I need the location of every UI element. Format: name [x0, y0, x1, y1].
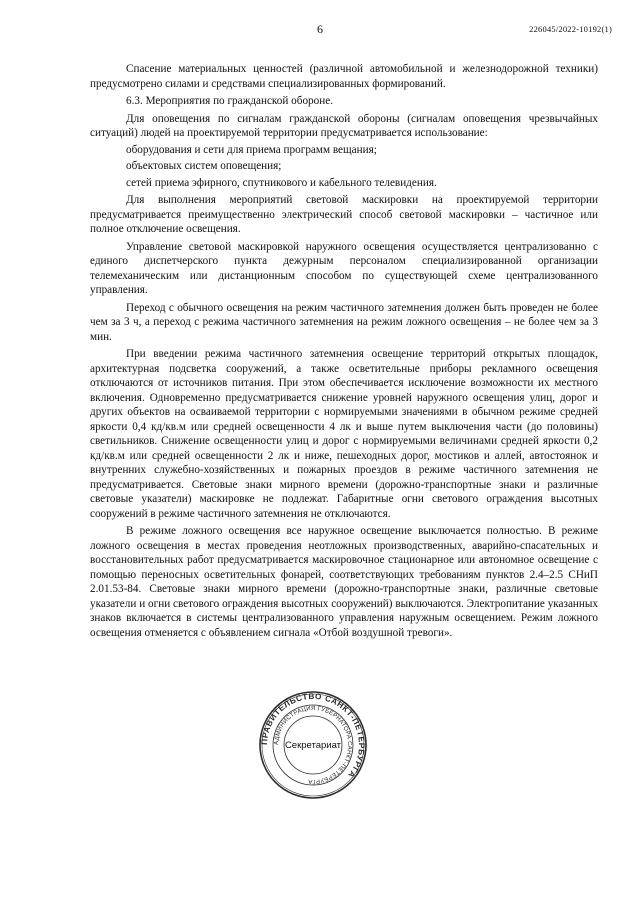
paragraph: Управление световой маскировкой наружного освещения осуществляется централизованно с единого диспетчерского пункта дежурным персоналом специализированной организации телемеханическим или дистанционным способом по существующей схеме централизованного управления.: [90, 240, 598, 296]
page-number: 6: [317, 22, 323, 36]
list-item: сетей приема эфирного, спутникового и кабельного телевидения.: [126, 176, 437, 189]
list-item: объектовых систем оповещения;: [126, 160, 282, 172]
paragraph: В режиме ложного освещения все наружное освещение выключается полностью. В режиме ложного освещения в местах проведения неотложных производственных, аварийно-спасательных и восстановительных работ предусматривается маскировочное стационарное или автономное освещение с помощью переносных осветительных фонарей, соответствующих требованиям пунктов 2.4–2.5 СНиП 2.01.53-84. Световые знаки мирного времени (дорожно-транспортные знаки, различные световые указатели и огни светового ограждения высотных сооружений) выключаются. Электропитание указанных знаков включается в системы централизованного управления наружным освещением. Режим ложного освещения отменяется с объявлением сигнала «Отбой воздушной тревоги».: [90, 525, 598, 639]
paragraph: При введении режима частичного затемнения освещение территорий открытых площадок, архитектурная подсветка сооружений, а также осветительные приборы рекламного освещения отключаются от источников питания. При этом обеспечивается исключение возможности их местного включения. Одновременно предусматривается снижение уровней наружного освещения улиц, дорог и других объектов на осваиваемой территории с нормируемыми значениями в обычном режиме средней яркости 0,4 кд/кв.м или средней освещенности 4 лк и выше путем выключения части (до половины) светильников. Снижение освещенности улиц и дорог с нормируемыми величинами средней яркости 0,2 кд/кв.м или средней освещенности 2 лк и ниже, пешеходных дорог, мостиков и аллей, автостоянок и внутренних служебно-хозяйственных и пожарных проездов в режиме частичного затемнения не предусматривается. Световые знаки мирного времени (дорожно-транспортные знаки и различные световые указатели) маскировке не подлежат. Габаритные огни светового ограждения высотных сооружений в режиме частичного затемнения не отключаются.: [90, 348, 598, 520]
stamp-outer-text: ПРАВИТЕЛЬСТВО САНКТ-ПЕТЕРБУРГА: [259, 691, 367, 780]
official-stamp: [258, 690, 368, 800]
paragraph: Для оповещения по сигналам гражданской обороны (сигналам оповещения чрезвычайных ситуаций) людей на проектируемой территории предусматривается использование:: [90, 112, 598, 139]
document-body: [90, 62, 598, 640]
paragraph: Для выполнения мероприятий световой маскировки на проектируемой территории предусматривается преимущественно электрический способ световой маскировки – частичное или полное отключение освещения.: [90, 194, 598, 235]
list-item: оборудования и сети для приема программ вещания;: [126, 143, 377, 156]
stamp-center-text: Секретариат: [284, 739, 342, 751]
document-code: 226045/2022-10192(1): [529, 24, 612, 34]
paragraph: Спасение материальных ценностей (различной автомобильной и железнодорожной техники) предусмотрено силами и средствами специализированных формирований.: [90, 63, 598, 90]
section-heading: 6.3. Мероприятия по гражданской обороне.: [126, 95, 333, 107]
paragraph: Переход с обычного освещения на режим частичного затемнения должен быть проведен не более чем за 3 ч, а переход с режима частичного затемнения на режим ложного освещения – не более чем за 3 мин.: [90, 301, 598, 343]
stamp-inner-text: АДМИНИСТРАЦИЯ ГУБЕРНАТОРА САНКТ-ПЕТЕРБУРГА: [273, 705, 353, 785]
